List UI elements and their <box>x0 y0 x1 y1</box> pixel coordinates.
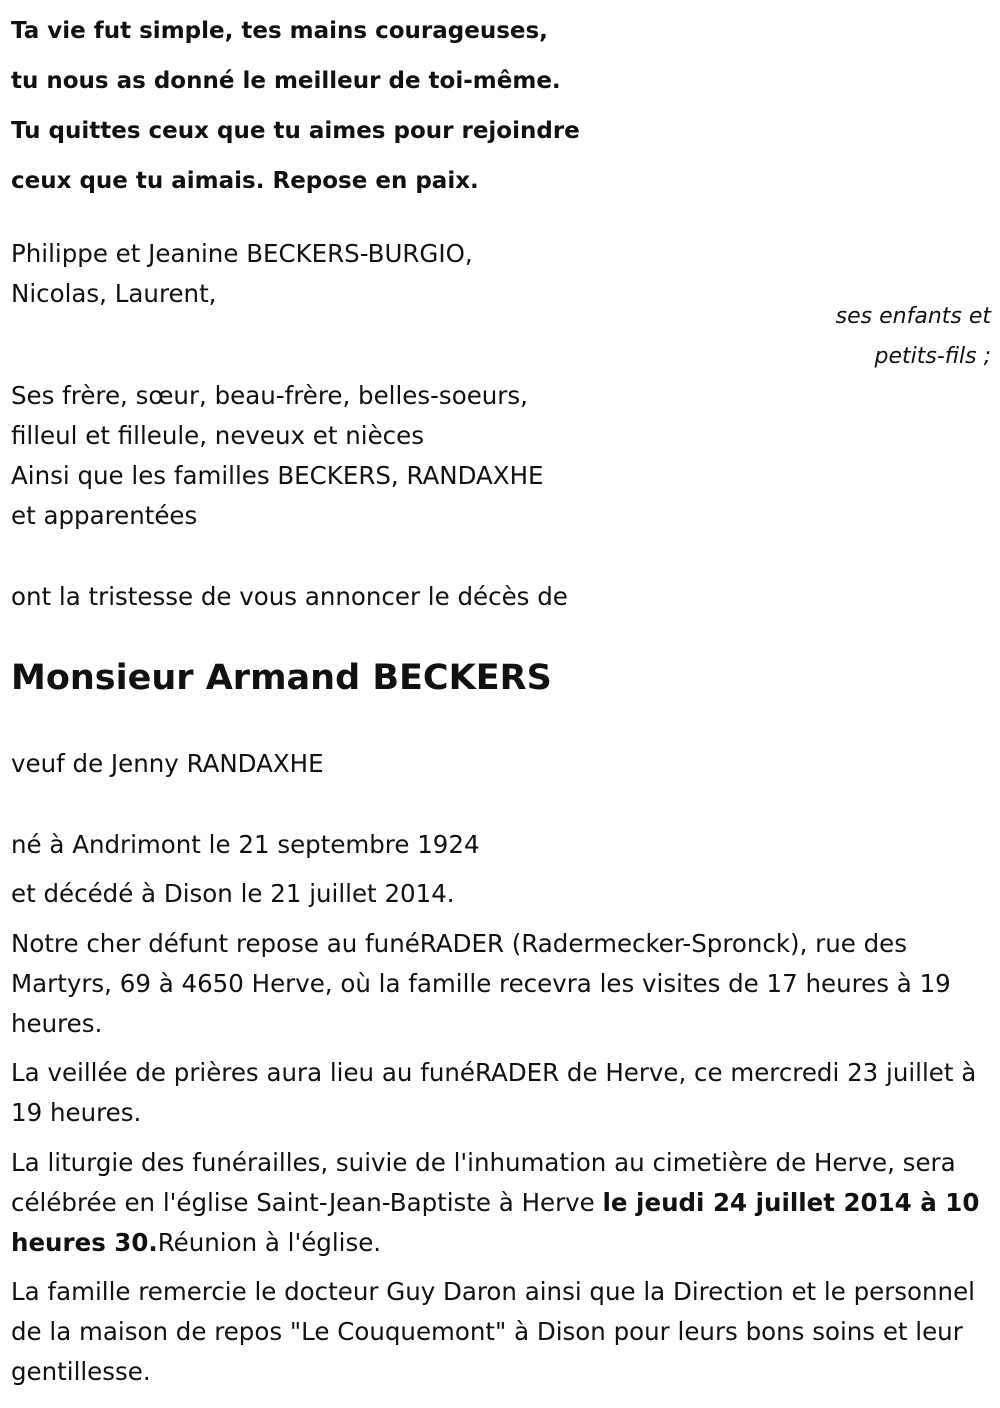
funeral-text: La liturgie des funérailles, suivie de l'inhumation au cimetière de Herve, sera célébrée en l'église Saint-Jean-Baptiste à Herve <box>11 1148 956 1217</box>
poem-line: Ta vie fut simple, tes mains courageuses, <box>11 18 548 44</box>
extended-family <box>11 376 543 536</box>
vigil-paragraph: La veillée de prières aura lieu au funéRADER de Herve, ce mercredi 23 juillet à 19 heures. <box>11 1058 977 1127</box>
funeral-paragraph <box>11 1143 986 1263</box>
deceased-name: Monsieur Armand BECKERS <box>11 658 552 698</box>
family-line: filleul et filleule, neveux et nièces <box>11 421 424 450</box>
family-line: Ses frère, sœur, beau-frère, belles-soeurs, <box>11 381 528 410</box>
birth-line: né à Andrimont le 21 septembre 1924 <box>11 830 480 859</box>
children-names <box>11 234 473 314</box>
spouse-line: veuf de Jenny RANDAXHE <box>11 749 324 778</box>
thanks-paragraph: La famille remercie le docteur Guy Daron ainsi que la Direction et le personnel de la maison de repos "Le Couquemont" à Dison pour leurs bons soins et leur gentillesse. <box>11 1277 975 1386</box>
family-line: Ainsi que les familles BECKERS, RANDAXHE <box>11 461 544 490</box>
children-line: Philippe et Jeanine BECKERS-BURGIO, <box>11 239 473 268</box>
children-role-label: ses enfants et petits-fils ; <box>835 304 991 369</box>
funeral-meeting-text: Réunion à l'église. <box>157 1228 382 1257</box>
funeral-date-time: le jeudi 24 juillet 2014 à 10 heures 30. <box>11 1188 980 1257</box>
death-line: et décédé à Dison le 21 juillet 2014. <box>11 879 455 908</box>
grandchildren-line: Nicolas, Laurent, <box>11 279 217 308</box>
poem-line: tu nous as donné le meilleur de toi-même. <box>11 68 561 94</box>
announcement-text: ont la tristesse de vous annoncer le décès de <box>11 582 568 611</box>
poem-line: Tu quittes ceux que tu aimes pour rejoindre <box>11 118 580 144</box>
family-line: et apparentées <box>11 501 198 530</box>
poem-line: ceux que tu aimais. Repose en paix. <box>11 168 479 194</box>
poem <box>11 6 580 206</box>
repose-paragraph: Notre cher défunt repose au funéRADER (Radermecker-Spronck), rue des Martyrs, 69 à 4650 Herve, où la famille recevra les visites de 17 heures à 19 heures. <box>11 929 951 1038</box>
